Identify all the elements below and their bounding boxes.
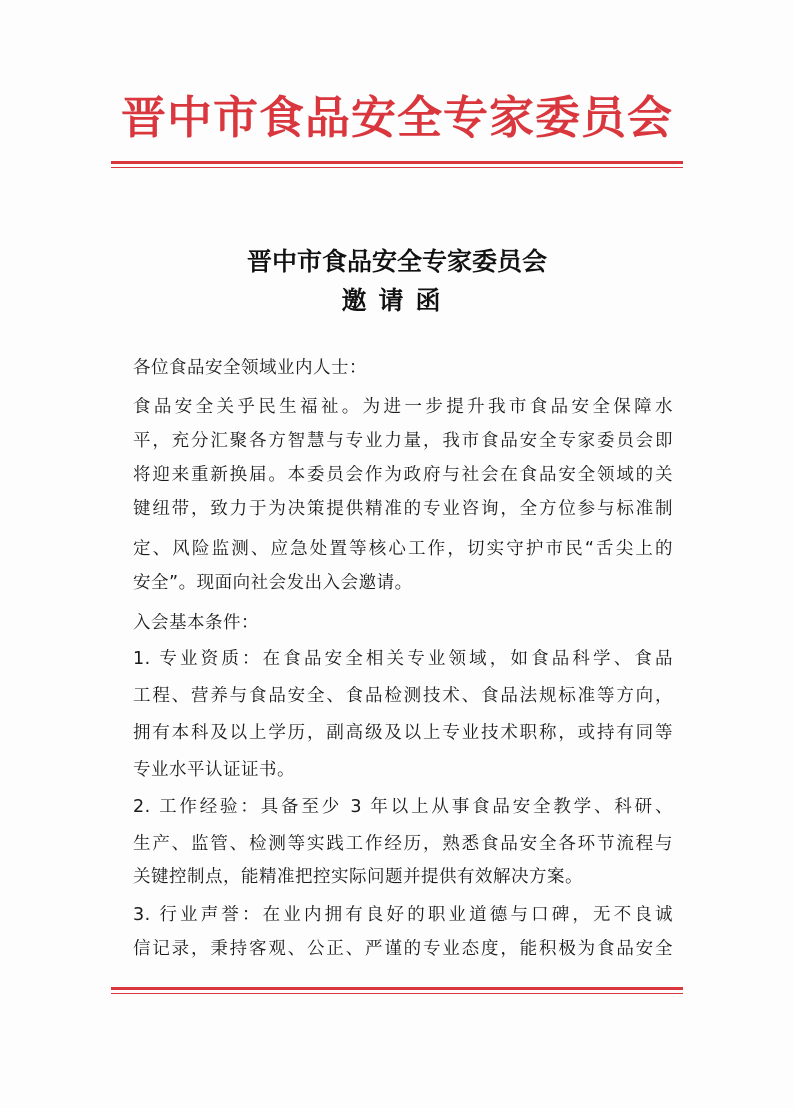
masthead-org-name: 晋中市食品安全专家委员会 bbox=[120, 91, 673, 144]
condition-line: 专业水平认证证书。 bbox=[133, 760, 295, 780]
paragraph-line: 平，充分汇聚各方智慧与专业力量，我市食品安全专家委员会即 bbox=[133, 431, 673, 451]
document-subtitle: 邀请函 bbox=[341, 286, 453, 315]
section-heading: 入会基本条件： bbox=[133, 613, 259, 633]
condition-line: 拥有本科及以上学历，副高级及以上专业技术职称，或持有同等 bbox=[133, 723, 673, 743]
salutation-line: 各位食品安全领域业内人士： bbox=[133, 358, 367, 378]
document-title: 晋中市食品安全专家委员会 bbox=[246, 247, 547, 276]
condition-line: 1. 专业资质：在食品安全相关专业领域，如食品科学、食品 bbox=[133, 649, 673, 669]
condition-line: 生产、监管、检测等实践工作经历，熟悉食品安全各环节流程与 bbox=[133, 834, 673, 854]
paragraph-line: 将迎来重新换届。本委员会作为政府与社会在食品安全领域的关 bbox=[133, 465, 673, 485]
condition-line: 3. 行业声誉：在业内拥有良好的职业道德与口碑，无不良诚 bbox=[133, 905, 673, 925]
paragraph-line: 键纽带，致力于为决策提供精准的专业咨询，全方位参与标准制 bbox=[133, 499, 673, 519]
paragraph-line: 安全”。现面向社会发出入会邀请。 bbox=[133, 573, 413, 593]
header-red-rule-thick bbox=[111, 161, 683, 164]
footer-red-rule-thick bbox=[111, 987, 683, 990]
paragraph-line: 定、风险监测、应急处置等核心工作，切实守护市民“舌尖上的 bbox=[133, 539, 673, 559]
condition-line: 工程、营养与食品安全、食品检测技术、食品法规标准等方向， bbox=[133, 686, 673, 706]
condition-line: 关键控制点，能精准把控实际问题并提供有效解决方案。 bbox=[133, 867, 583, 887]
header-red-rule-thin bbox=[111, 167, 683, 168]
condition-line: 2. 工作经验：具备至少 3 年以上从事食品安全教学、科研、 bbox=[133, 797, 673, 817]
footer-red-rule-thin bbox=[111, 993, 683, 994]
condition-line: 信记录，秉持客观、公正、严谨的专业态度，能积极为食品安全 bbox=[133, 939, 673, 959]
paragraph-line: 食品安全关乎民生福祉。为进一步提升我市食品安全保障水 bbox=[133, 397, 673, 417]
